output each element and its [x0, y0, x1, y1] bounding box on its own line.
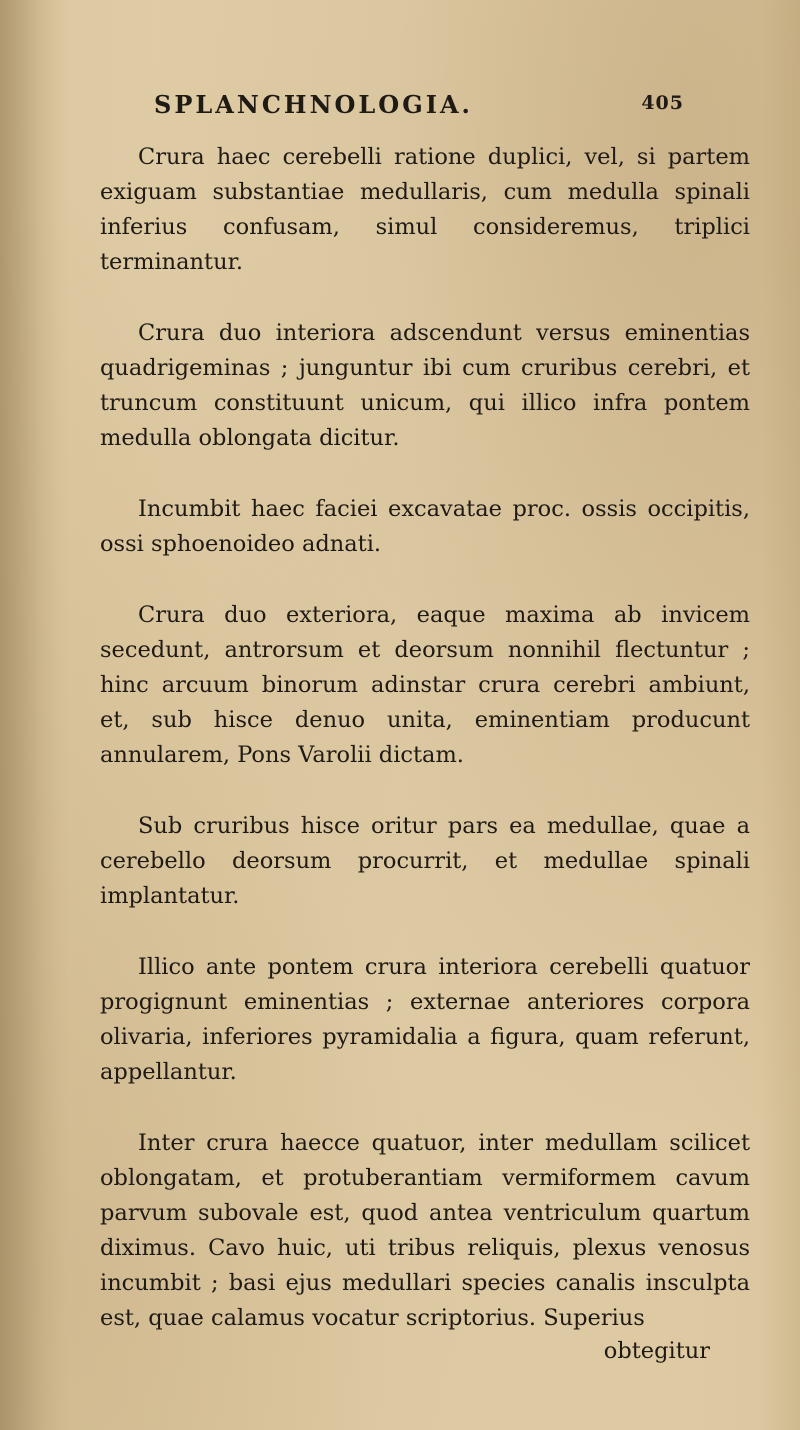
paragraph-3: Incumbit haec faciei excavatae proc. ossis occipitis, ossi sphoenoideo adnati.: [100, 496, 750, 557]
paragraph-7: Inter crura haecce quatuor, inter medullam scilicet oblongatam, et protuberantiam vermiformem cavum parvum subovale est, quod antea ventriculum quartum diximus. Cavo huic, uti tribus reliquis, plexus venosus incumbit ; basi ejus medullari species canalis insculpta est, quae calamus vocatur scriptorius. Superius: [100, 1130, 750, 1331]
catchword: obtegitur: [603, 1338, 710, 1364]
paragraph-6: Illico ante pontem crura interiora cerebelli quatuor progignunt eminentias ; externae anteriores corpora olivaria, inferiores pyramidalia a figura, quam referunt, appellantur.: [100, 954, 750, 1085]
running-title: SPLANCHNOLOGIA.: [154, 90, 473, 119]
paragraph-2: Crura duo interiora adscendunt versus eminentias quadrigeminas ; junguntur ibi cum cruribus cerebri, et truncum constituunt unicum, qui illico infra pontem medulla oblongata dicitur.: [100, 320, 750, 451]
page-body: [100, 140, 750, 1336]
page-number: 405: [641, 92, 684, 114]
page-gutter-shadow: [0, 0, 70, 1430]
paragraph-5: Sub cruribus hisce oritur pars ea medullae, quae a cerebello deorsum procurrit, et medullae spinali implantatur.: [100, 813, 750, 909]
paragraph-1: Crura haec cerebelli ratione duplici, vel, si partem exiguam substantiae medullaris, cum medulla spinali inferius confusam, simul consideremus, triplici terminantur.: [100, 144, 750, 275]
running-header: [154, 90, 714, 130]
paragraph-4: Crura duo exteriora, eaque maxima ab invicem secedunt, antrorsum et deorsum nonnihil flectuntur ; hinc arcuum binorum adinstar crura cerebri ambiunt, et, sub hisce denuo unita, eminentiam producunt annularem, Pons Varolii dictam.: [100, 602, 750, 768]
